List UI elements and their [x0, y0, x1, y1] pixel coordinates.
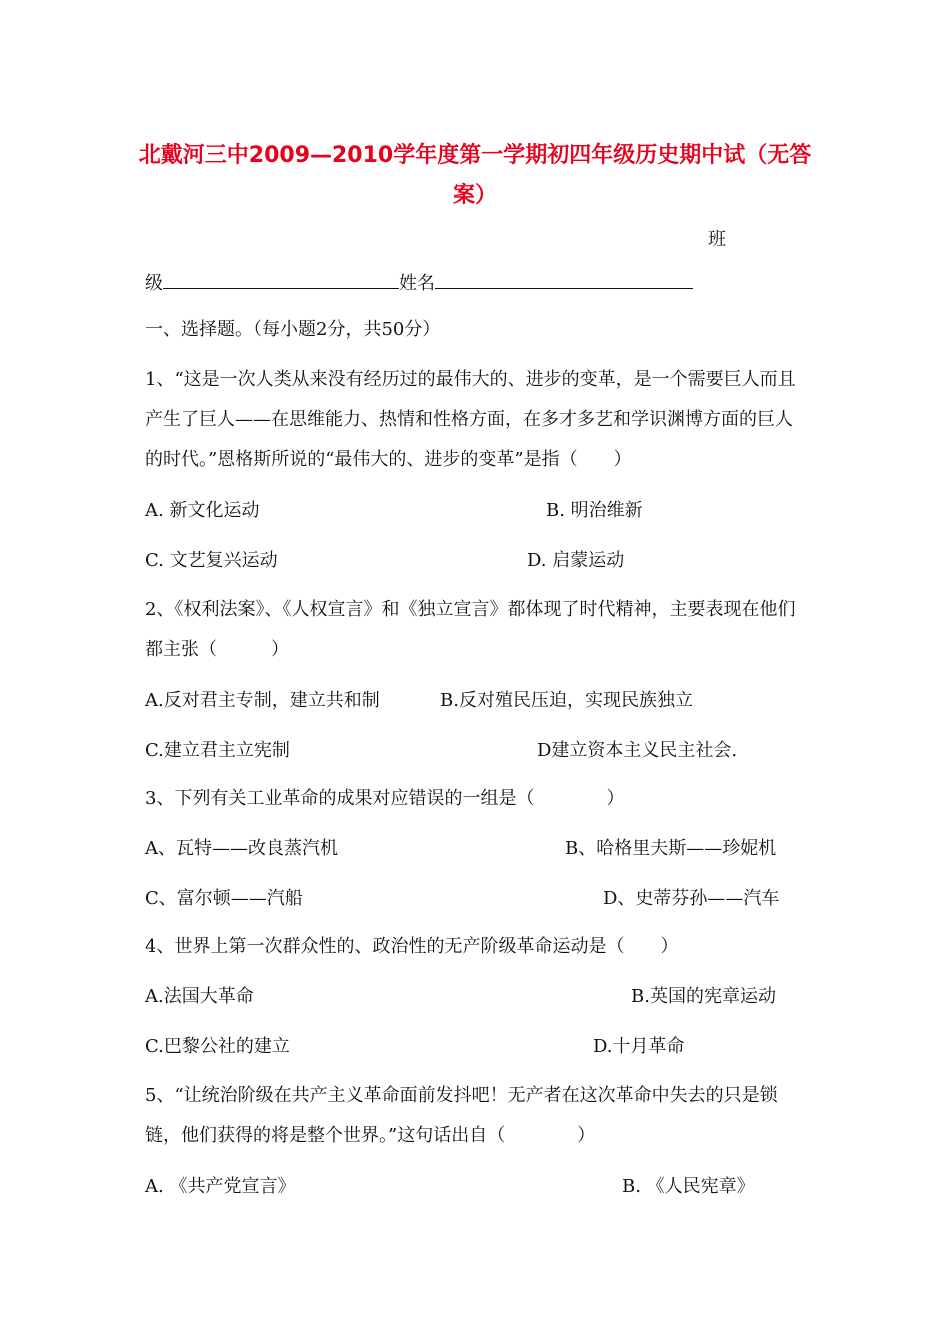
question-2-option-b: B.反对殖民压迫，实现民族独立 — [440, 690, 693, 711]
question-2-text: 2、《权利法案》、《人权宣言》和《独立宣言》都体现了时代精神，主要表现在他们都主张（ ） — [145, 599, 796, 660]
name-blank — [435, 270, 693, 289]
class-label-part1: 班 — [708, 229, 726, 250]
question-2-option-a: A.反对君主专制，建立共和制 — [145, 690, 380, 711]
class-blank — [163, 270, 399, 289]
question-3-option-b: B、哈格里夫斯——珍妮机 — [565, 838, 777, 859]
question-4-text: 4、世界上第一次群众性的、政治性的无产阶级革命运动是（ ） — [145, 936, 679, 957]
question-3-option-a: A、瓦特——改良蒸汽机 — [145, 838, 338, 859]
question-2-option-d: D建立资本主义民主社会. — [537, 740, 738, 761]
question-4-option-a: A.法国大革命 — [145, 986, 254, 1007]
question-1-option-b: B. 明治维新 — [546, 500, 643, 521]
question-5-option-b: B. 《人民宪章》 — [622, 1176, 755, 1197]
question-3-option-c: C、富尔顿——汽船 — [145, 888, 303, 909]
question-1-text: 1、“这是一次人类从来没有经历过的最伟大的、进步的变革，是一个需要巨人而且产生了巨人——在思维能力、热情和性格方面，在多才多艺和学识渊博方面的巨人的时代。”恩格斯所说的“最伟大的、进步的变革”是指（ ） — [145, 369, 796, 470]
question-2-option-c: C.建立君主立宪制 — [145, 740, 290, 761]
student-info-row — [145, 270, 693, 296]
exam-title: 北戴河三中2009—2010学年度第一学期初四年级历史期中试（无答案） — [138, 143, 812, 208]
section-heading: 一、选择题。（每小题2分，共50分） — [145, 319, 441, 340]
question-5-text: 5、“让统治阶级在共产主义革命面前发抖吧！无产者在这次革命中失去的只是锁链，他们获得的将是整个世界。”这句话出自（ ） — [145, 1085, 778, 1146]
question-1-option-d: D. 启蒙运动 — [527, 550, 625, 571]
question-4-option-b: B.英国的宪章运动 — [631, 986, 776, 1007]
question-4-option-c: C.巴黎公社的建立 — [145, 1036, 290, 1057]
name-label: 姓名 — [399, 273, 435, 294]
class-label-part2: 级 — [145, 273, 163, 294]
question-4-option-d: D.十月革命 — [593, 1036, 685, 1057]
question-1-option-c: C. 文艺复兴运动 — [145, 550, 278, 571]
question-1-option-a: A. 新文化运动 — [145, 500, 260, 521]
question-5-option-a: A. 《共产党宣言》 — [145, 1176, 296, 1197]
question-3-option-d: D、史蒂芬孙——汽车 — [603, 888, 780, 909]
question-3-text: 3、下列有关工业革命的成果对应错误的一组是（ ） — [145, 788, 625, 809]
